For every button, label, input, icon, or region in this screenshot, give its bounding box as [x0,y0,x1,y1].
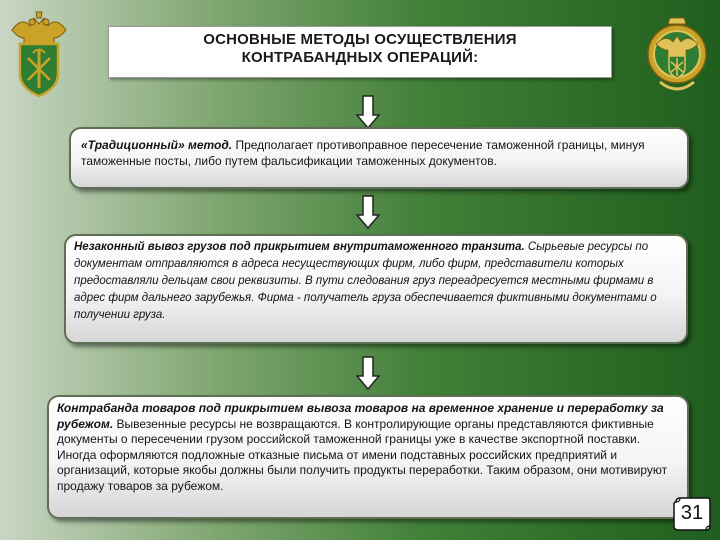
method-description: Сырьевые ресурсы по документам отправляются в адреса несуществующих фирм, либо фирм, представители которых предоставляли дельцам свои реквизиты. В пути следования груз переадресуется местными фирмами в адрес фирм дальнего зарубежья. Фирма - получатель груза обеспечивается фиктивными документами о получении груза. [74,241,657,321]
method-title: «Традиционный» метод. [81,138,233,152]
down-arrow-icon [356,195,380,229]
method-card-transit [64,234,688,344]
down-arrow-icon [356,356,380,390]
method-title: Незаконный вывоз грузов под прикрытием внутритаможенного транзита. [74,241,525,253]
page-number: 31 [680,502,704,524]
title-box [108,26,612,78]
page-title-line-1: ОСНОВНЫЕ МЕТОДЫ ОСУЩЕСТВЛЕНИЯ [203,31,517,48]
customs-coat-of-arms-icon [8,8,70,100]
method-card-processing [47,395,689,519]
down-arrow-icon [356,95,380,129]
method-card-traditional [69,127,689,189]
method-description: Предполагает противоправное пересечение таможенной границы, минуя таможенные посты, либо путем фальсификации таможенных документов. [81,138,645,168]
customs-emblem-icon [646,8,708,100]
method-description: Вывезенные ресурсы не возвращаются. В контролирующие органы представляются фиктивные документы о пересечении грузом российской таможенной границы уже в качестве экспортной поставки. Иногда оформляются подложные отказные письма от имени подставных российских предприятий и организаций, которые якобы должны были получить продукты переработки. Таким образом, они мотивируют продажу товаров за рубежом. [57,416,668,493]
page-title-line-2: КОНТРАБАНДНЫХ ОПЕРАЦИЙ: [241,49,479,66]
method-title: Контрабанда товаров под прикрытием вывоза товаров на временное хранение и переработку за рубежом. [57,401,664,431]
